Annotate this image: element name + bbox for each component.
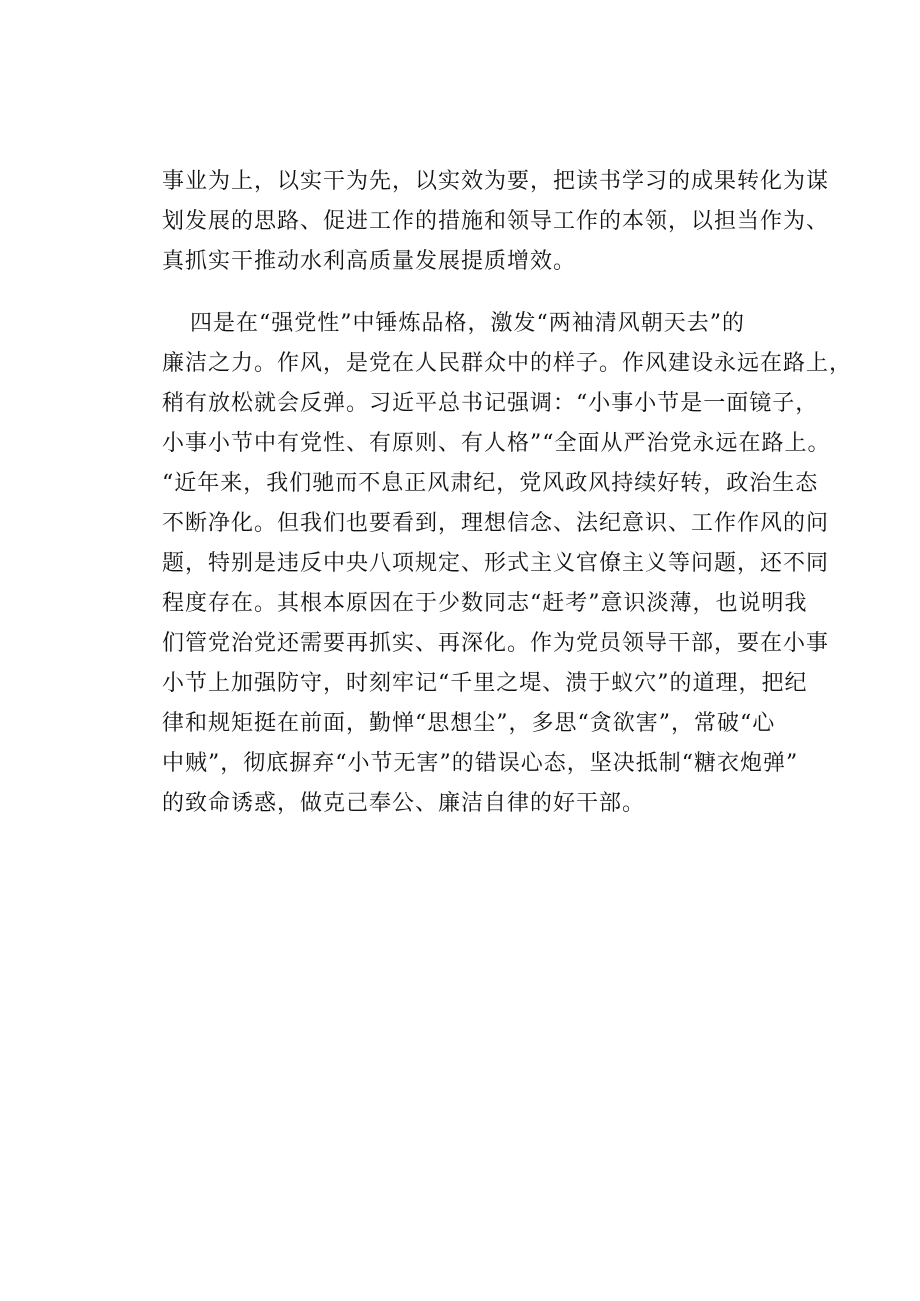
text-line: “近年来，我们驰而不息正风肃纪，党风政风持续好转，政治生态 xyxy=(162,471,819,496)
document-body xyxy=(162,162,853,824)
text-line: 不断净化。但我们也要看到，理想信念、法纪意识、工作作风的问 xyxy=(162,511,830,536)
text-line: 四是在“强党性”中锤炼品格，激发“两袖清风朝天去”的 xyxy=(190,311,745,336)
text-line: 律和规矩挺在前面，勤惮“思想尘”，多思“贪欲害”，常破“心 xyxy=(162,711,776,736)
text-line: 的致命诱惑，做克己奉公、廉洁自律的好干部。 xyxy=(162,791,646,816)
text-line: 廉洁之力。作风，是党在人民群众中的样子。作风建设永远在路上， xyxy=(162,351,853,376)
paragraph-2 xyxy=(162,304,853,824)
text-line: 事业为上，以实干为先，以实效为要，把读书学习的成果转化为谋 xyxy=(162,169,830,194)
text-line: 小事小节中有党性、有原则、有人格”“全面从严治党永远在路上。 xyxy=(162,431,831,456)
text-line: 小节上加强防守，时刻牢记“千里之堤、溃于蚁穴”的道理，把纪 xyxy=(162,671,808,696)
text-line: 们管党治党还需要再抓实、再深化。作为党员领导干部，要在小事 xyxy=(162,631,830,656)
text-line: 真抓实干推动水利高质量发展提质增效。 xyxy=(162,249,577,274)
text-line: 中贼”，彻底摒弃“小节无害”的错误心态，坚决抵制“糖衣炮弹” xyxy=(162,751,799,776)
text-line: 题，特别是违反中央八项规定、形式主义官僚主义等问题，还不同 xyxy=(162,551,830,576)
paragraph-1 xyxy=(162,162,828,282)
text-line: 程度存在。其根本原因在于少数同志“赶考”意识淡薄，也说明我 xyxy=(162,591,808,616)
paragraph-gap xyxy=(162,282,828,304)
text-line: 划发展的思路、促进工作的措施和领导工作的本领，以担当作为、 xyxy=(162,209,830,234)
text-line: 稍有放松就会反弹。习近平总书记强调：“小事小节是一面镜子， xyxy=(162,391,819,416)
